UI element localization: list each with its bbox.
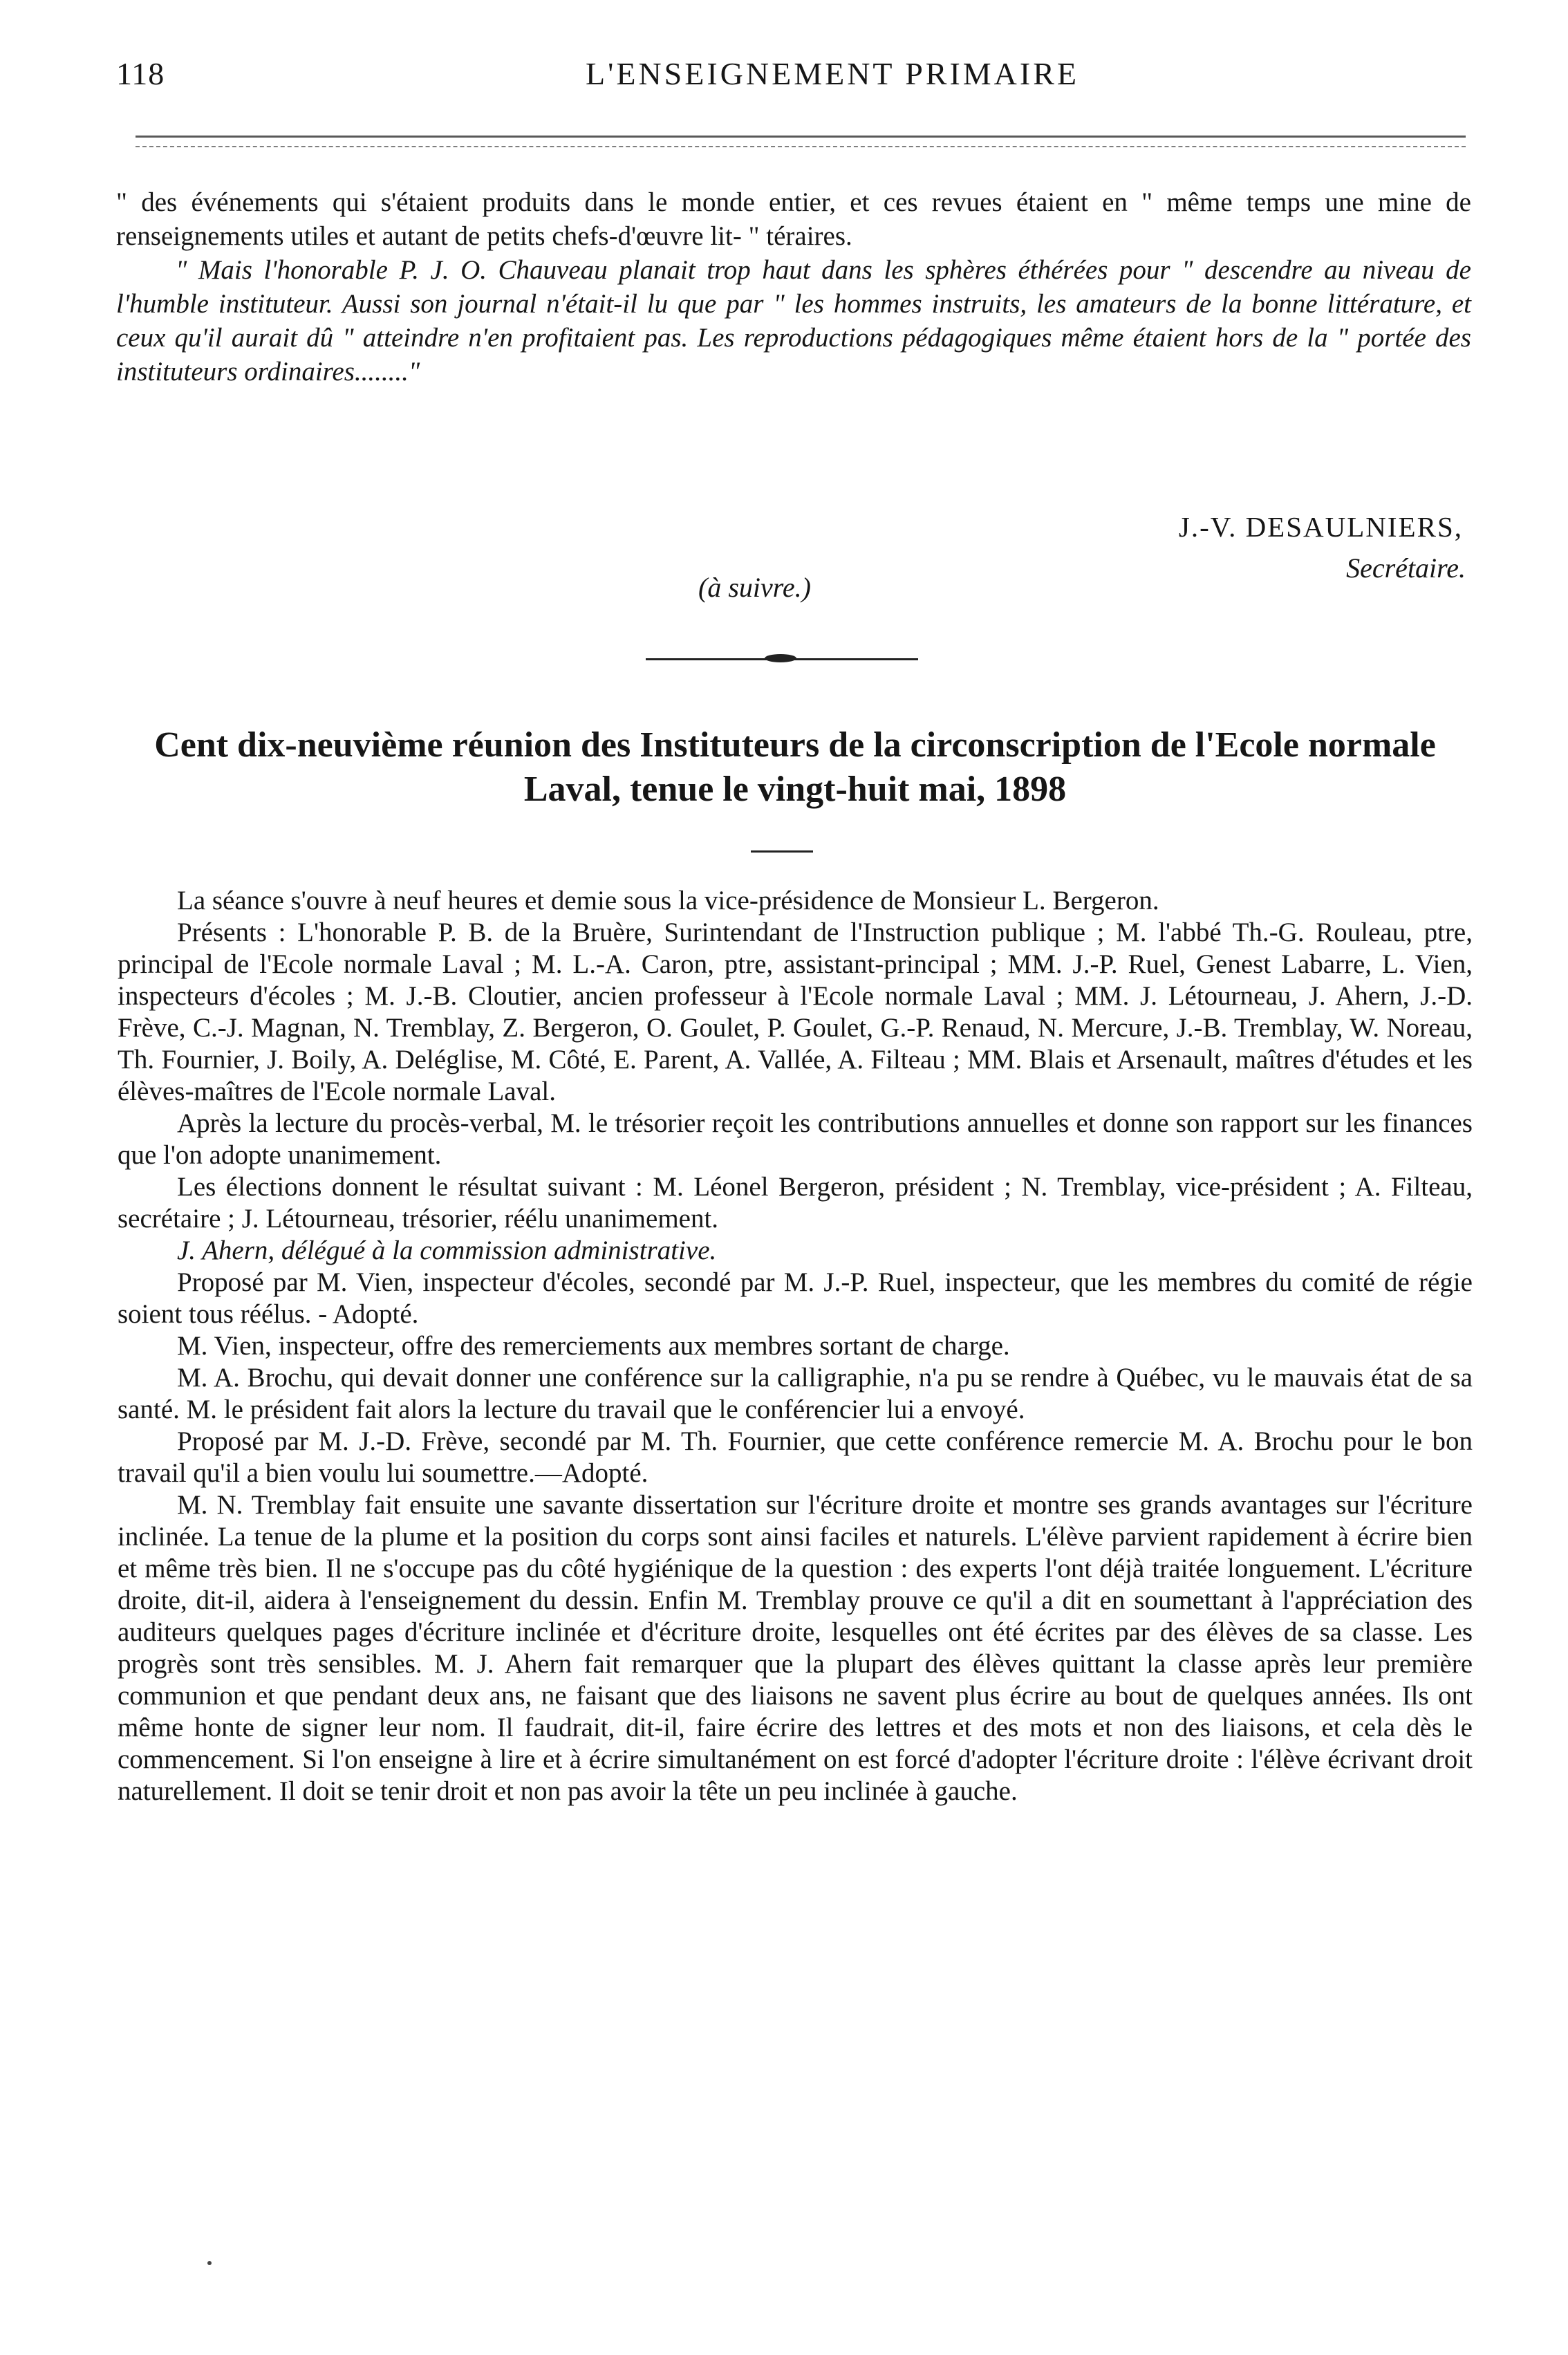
paragraph-elections: Les élections donnent le résultat suivant : M. Léonel Bergeron, président ; N. Tremblay, vice-président ; A. Filteau, secrétaire ; J. Létourneau, trésorier, réélu unanimement.	[118, 1172, 1473, 1234]
title-rule	[751, 850, 813, 853]
running-title: L'ENSEIGNEMENT PRIMAIRE	[585, 56, 1080, 91]
paragraph-thanks: M. Vien, inspecteur, offre des remerciements aux membres sortant de charge.	[177, 1331, 1010, 1361]
signature-role: Secrétaire.	[1346, 552, 1466, 584]
paragraph-opening: La séance s'ouvre à neuf heures et demie sous la vice-présidence de Monsieur L. Bergeron.	[177, 886, 1159, 915]
quote-paragraph-2: " Mais l'honorable P. J. O. Chauveau planait trop haut dans les sphères éthérées pour " descendre au niveau de l'humble instituteur. Aussi son journal n'était-il lu que par " les hommes instruits, les amateurs de la bonne littérature, et ceux qu'il aurait dû " atteindre n'en profitaient pas. Les reproductions pédagogiques même étaient hors de la " portée des instituteurs ordinaires........"	[116, 255, 1471, 387]
paragraph-conference: M. A. Brochu, qui devait donner une conférence sur la calligraphie, n'a pu se rendre à Québec, vu le mauvais état de sa santé. M. le président fait alors la lecture du travail que le conférencier lui a envoyé.	[118, 1363, 1473, 1424]
quoted-text	[116, 185, 1471, 389]
paragraph-attendees: Présents : L'honorable P. B. de la Bruère, Surintendant de l'Instruction publique ; M. l'abbé Th.-G. Rouleau, ptre, principal de l'Ecole normale Laval ; M. L.-A. Caron, ptre, assistant-principal ; MM. J.-P. Ruel, Genest Labarre, L. Vien, inspecteurs d'écoles ; M. J.-B. Cloutier, ancien professeur à l'Ecole normale Laval ; MM. J. Létourneau, J. Ahern, J.-D. Frève, C.-J. Magnan, N. Tremblay, Z. Bergeron, O. Goulet, P. Goulet, G.-P. Renaud, N. Mercure, J.-B. Tremblay, W. Noreau, Th. Fournier, J. Boily, A. Deléglise, M. Côté, E. Parent, A. Vallée, A. Filteau ; MM. Blais et Arsenault, maîtres d'études et les élèves-maîtres de l'Ecole normale Laval.	[118, 918, 1473, 1106]
page-header	[116, 55, 1466, 97]
paragraph-motion-1: Proposé par M. Vien, inspecteur d'écoles, secondé par M. J.-P. Ruel, inspecteur, que les membres du comité de régie soient tous réélus. - Adopté.	[118, 1267, 1473, 1329]
signature-name: J.-V. DESAULNIERS,	[1178, 511, 1463, 543]
scan-speck	[207, 2261, 212, 2265]
quote-paragraph-1: " des événements qui s'étaient produits dans le monde entier, et ces revues étaient en " même temps une mine de renseignements utiles et autant de petits chefs-d'œuvre lit- " téraires.	[116, 187, 1471, 251]
header-rule	[136, 136, 1466, 147]
paragraph-delegate: J. Ahern, délégué à la commission administrative.	[177, 1236, 717, 1265]
paragraph-dissertation: M. N. Tremblay fait ensuite une savante dissertation sur l'écriture droite et montre ses grands avantages sur l'écriture inclinée. La tenue de la plume et la position du corps sont ainsi faciles et naturels. L'élève parvient rapidement à écrire bien et même très bien. Il ne s'occupe pas du côté hygiénique de la question : des experts l'ont déjà traitée longuement. L'écriture droite, dit-il, aidera à l'enseignement du dessin. Enfin M. Tremblay prouve ce qu'il a dit en soumettant à l'appréciation des auditeurs quelques pages d'écriture inclinée et d'écriture droite, lesquelles ont été écrites par des élèves de sa classe. Les progrès sont très sensibles. M. J. Ahern fait remarquer que la plupart des élèves quittant la classe après leur première communion et que pendant deux ans, ne faisant que des liaisons ne savent plus écrire au bout de quelques années. Ils ont même honte de signer leur nom. Il faudrait, dit-il, faire écrire des lettres et des mots et non des liaisons, et cela dès le commencement. Si l'on enseigne à lire et à écrire simultanément on est forcé d'adopter l'écriture droite : l'élève écrivant droit naturellement. Il doit se tenir droit et non pas avoir la tête un peu inclinée à gauche.	[118, 1490, 1473, 1806]
continuation-note: (à suivre.)	[698, 572, 811, 603]
page-number: 118	[116, 56, 165, 91]
divider-ornament	[646, 658, 918, 669]
paragraph-minutes: Après la lecture du procès-verbal, M. le trésorier reçoit les contributions annuelles et donne son rapport sur les finances que l'on adopte unanimement.	[118, 1108, 1473, 1170]
meeting-minutes	[118, 885, 1473, 1807]
section-title: Cent dix-neuvième réunion des Instituteurs de la circonscription de l'Ecole normale Laval, tenue le vingt-huit mai, 1898	[154, 725, 1436, 809]
paragraph-motion-2: Proposé par M. J.-D. Frève, secondé par M. Th. Fournier, que cette conférence remercie M. A. Brochu pour le bon travail qu'il a bien voulu lui soumettre.—Adopté.	[118, 1426, 1473, 1488]
